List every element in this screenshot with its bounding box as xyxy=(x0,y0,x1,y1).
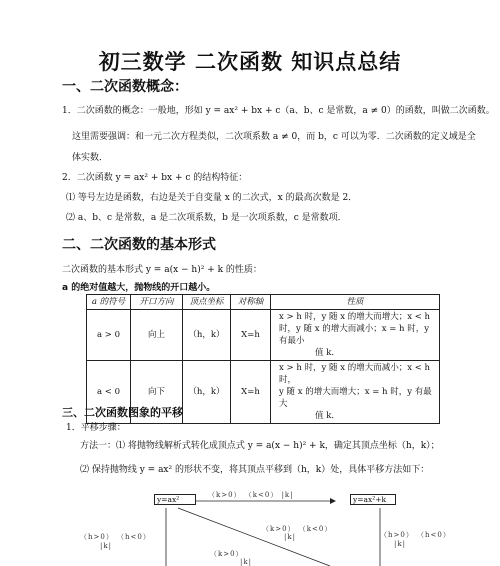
note-top: （k>0） （k<0） |k| xyxy=(208,491,294,499)
note-bottom: （k>0） xyxy=(210,550,244,558)
cell-direction: 向下 xyxy=(131,361,183,424)
paragraph-definition: 1．二次函数的概念：一般地，形如 y = ax² + bx + c（a、b、c 是常数，a ≠ 0）的函数，叫做二次函数。 xyxy=(62,106,495,116)
cell-properties xyxy=(271,361,440,424)
paragraph-method-1: 方法一：⑴ 将抛物线解析式转化成顶点式 y = a(x − h)² + k，确定其顶点坐标（h，k）； xyxy=(80,441,440,451)
property-line: 值 k． xyxy=(315,348,340,358)
table-header-row xyxy=(87,295,440,310)
note-middle-2: |k| xyxy=(284,533,296,541)
box-shifted: y=ax²+k xyxy=(350,494,396,505)
table-row xyxy=(87,310,440,361)
arrow-head-top xyxy=(330,498,336,504)
header-axis: 对称轴 xyxy=(231,295,271,310)
box-original: y=ax² xyxy=(154,494,196,505)
note-right: （h>0） （h<0） xyxy=(380,531,451,539)
paragraph-method-2: ⑵ 保持抛物线 y = ax² 的形状不变，将其顶点平移到（h，k）处，具体平移方法如下： xyxy=(80,465,430,475)
section-heading-basic-form: 二、二次函数的基本形式 xyxy=(62,237,216,253)
header-direction: 开口方向 xyxy=(131,295,183,310)
paragraph-emphasis: 这里需要强调：和一元二次方程类似，二次项系数 a ≠ 0，而 b，c 可以为零．二次函数的定义域是全 xyxy=(72,132,476,142)
cell-vertex: （h，k） xyxy=(183,361,231,424)
property-line: x > h 时，y 随 x 的增大而减小；x < h 时， xyxy=(279,363,430,385)
header-vertex: 顶点坐标 xyxy=(183,295,231,310)
property-line: y 随 x 的增大而增大；x = h 时，y 有最大 xyxy=(279,387,432,409)
cell-axis: X=h xyxy=(231,361,271,424)
arrow-line-diagonal xyxy=(178,508,333,566)
note-right-2: |k| xyxy=(394,540,406,548)
note-left: （h>0） （h<0） xyxy=(80,533,151,541)
section-heading-concept: 一、二次函数概念： xyxy=(62,79,188,95)
cell-properties xyxy=(271,310,440,361)
cell-sign: a > 0 xyxy=(87,310,131,361)
page-title: 初三数学 二次函数 知识点总结 xyxy=(98,50,402,74)
header-properties: 性质 xyxy=(271,295,440,310)
note-middle: （k>0） （k<0） xyxy=(262,525,333,533)
property-line: x > h 时，y 随 x 的增大而增大；x < h xyxy=(279,312,430,322)
structure-item-1: ⑴ 等号左边是函数，右边是关于自变量 x 的二次式，x 的最高次数是 2． xyxy=(66,193,358,203)
note-opening-size: a 的绝对值越大，抛物线的开口越小。 xyxy=(62,283,216,293)
header-sign: a 的符号 xyxy=(87,295,131,310)
cell-sign: a < 0 xyxy=(87,361,131,424)
structure-item-2: ⑵ a、b、c 是常数，a 是二次项系数，b 是一次项系数，c 是常数项． xyxy=(66,213,347,223)
property-line: 值 k． xyxy=(315,411,340,421)
paragraph-steps: 1．平移步骤： xyxy=(66,423,126,433)
section-heading-translation: 三、二次函数图象的平移 xyxy=(62,406,183,419)
note-left-2: |k| xyxy=(100,542,112,550)
paragraph-structure: 2．二次函数 y = ax² + bx + c 的结构特征： xyxy=(62,173,248,183)
note-bottom-2: |k| xyxy=(240,558,252,566)
cell-axis: X=h xyxy=(231,310,271,361)
cell-vertex: （h，k） xyxy=(183,310,231,361)
paragraph-emphasis-cont: 体实数． xyxy=(72,153,109,163)
cell-direction: 向上 xyxy=(131,310,183,361)
paragraph-basic-form: 二次函数的基本形式 y = a(x − h)² + k 的性质： xyxy=(62,265,262,275)
property-line: 时，y 随 x 的增大而减小；x = h 时，y 有最小 xyxy=(279,324,430,346)
